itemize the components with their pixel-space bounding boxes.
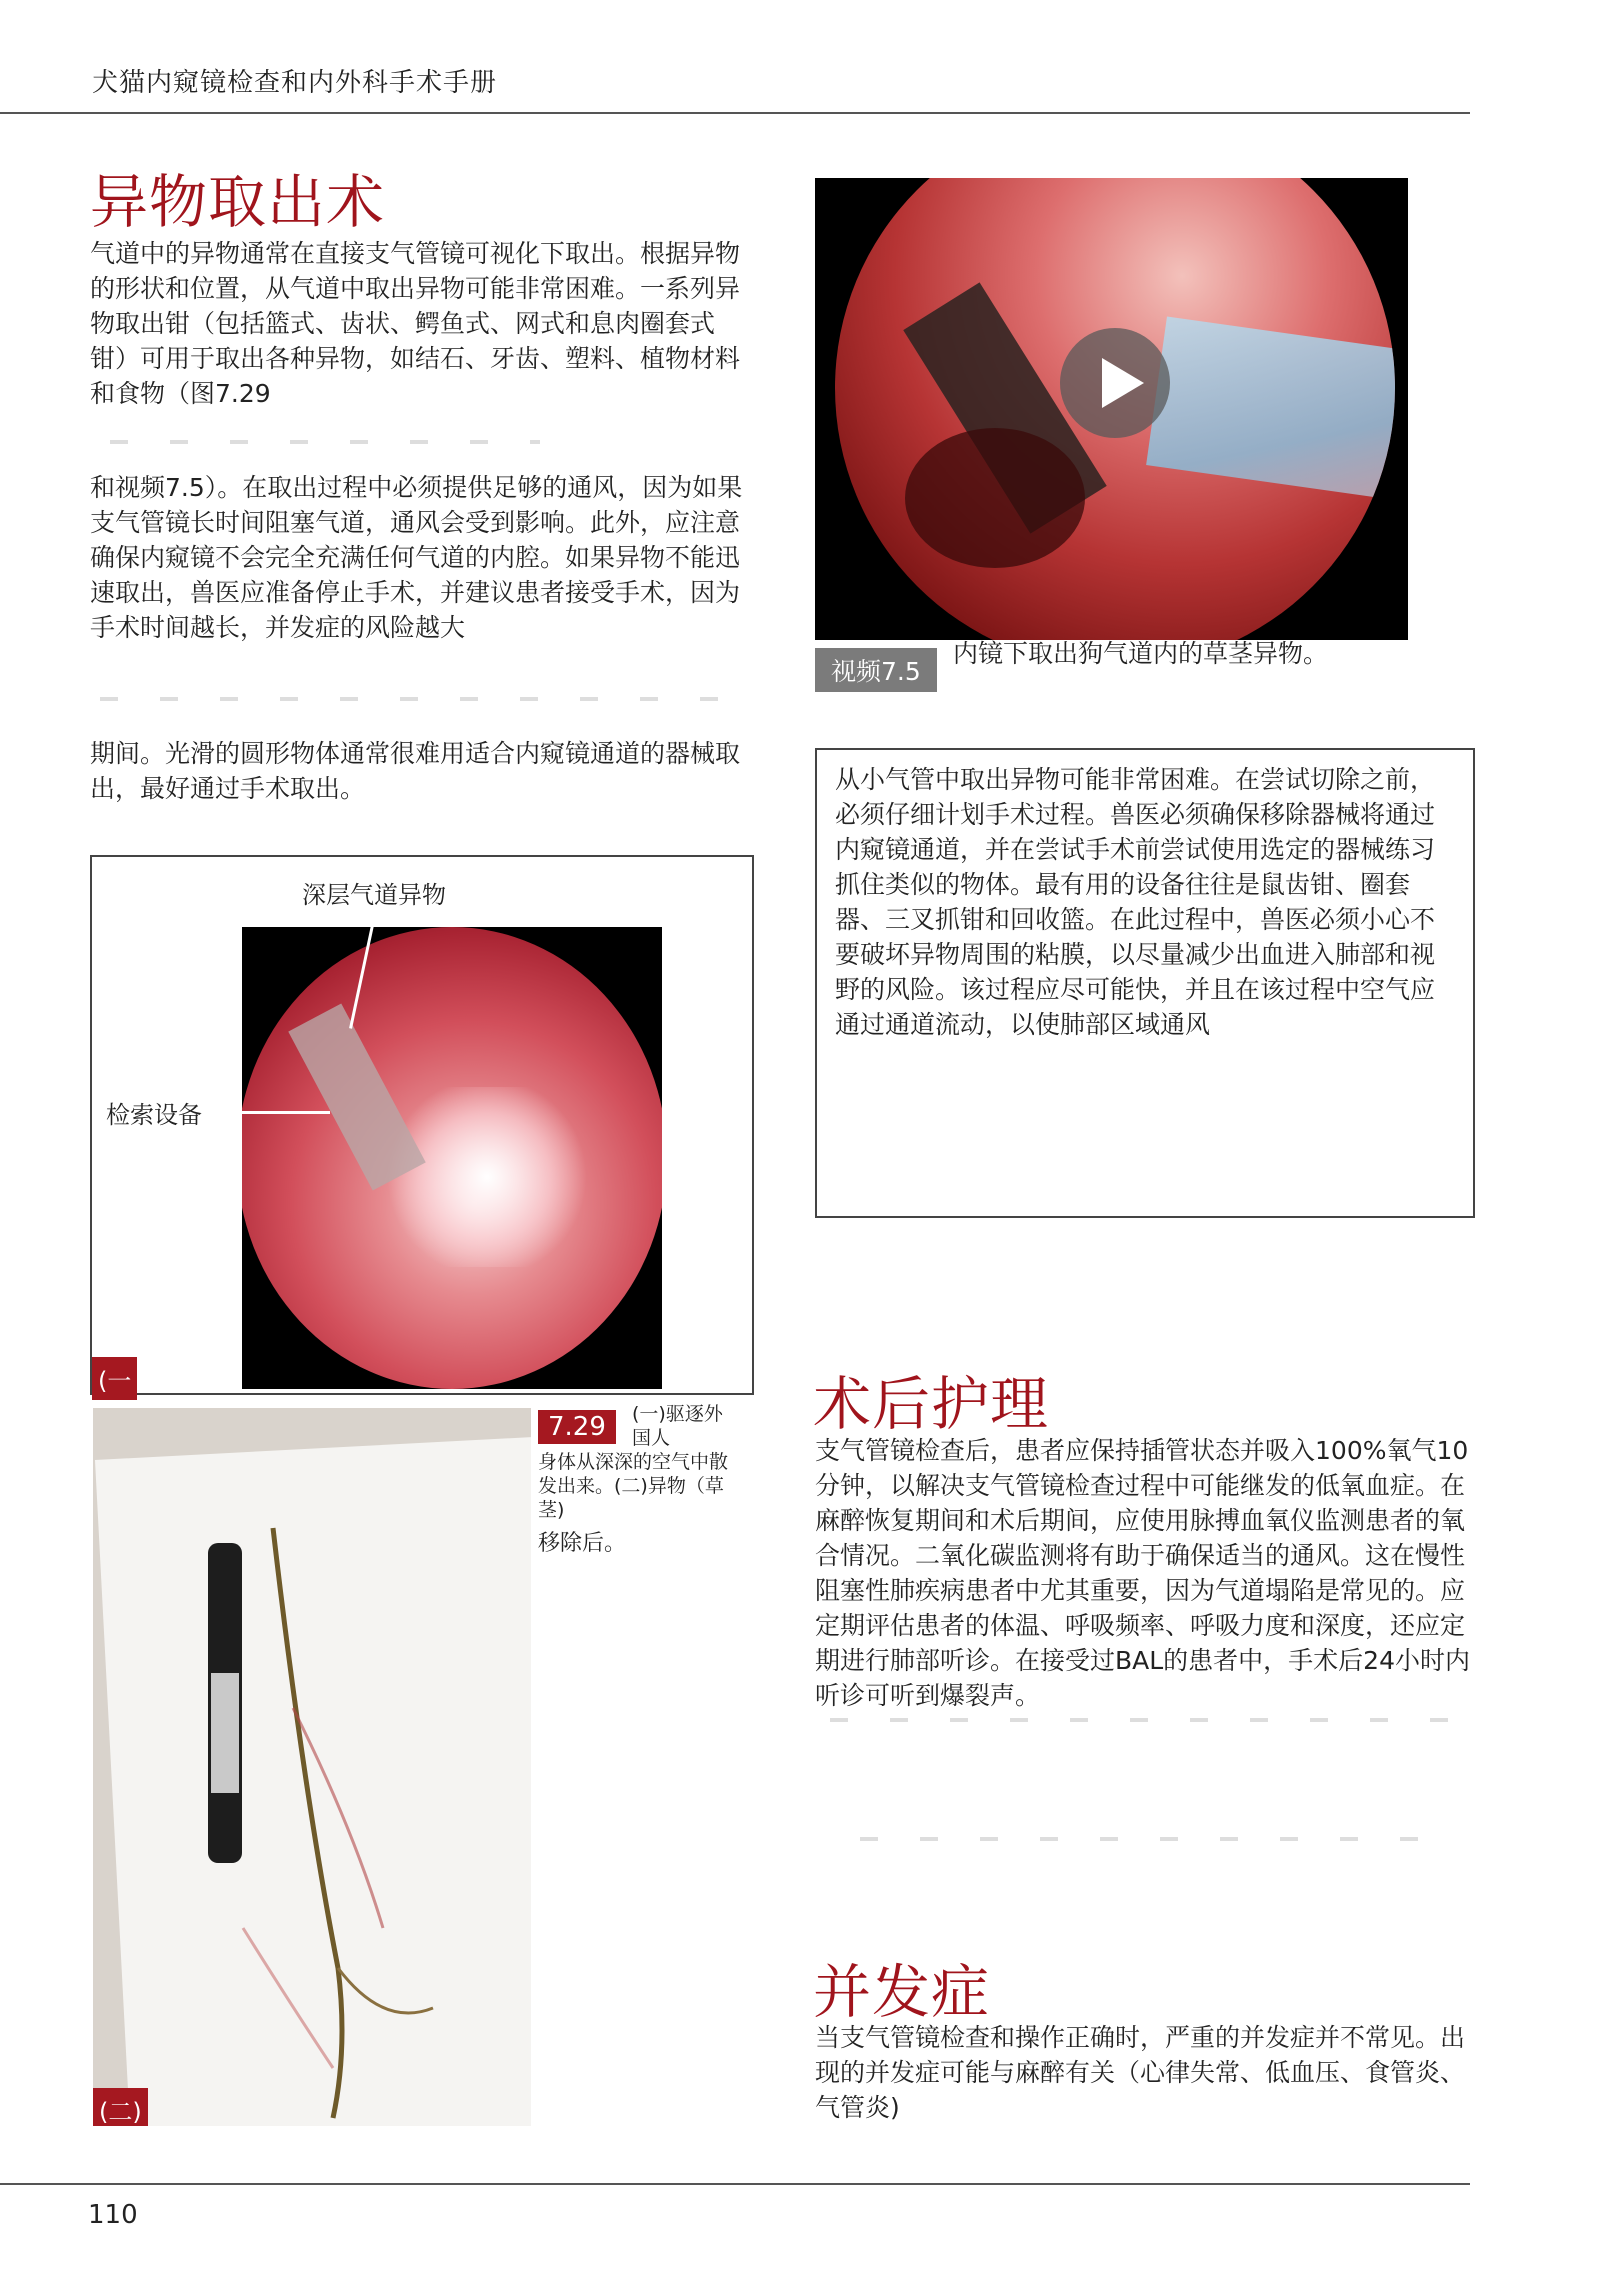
video-caption: 内镜下取出狗气道内的草茎异物。 [953,639,1329,668]
paragraph-1: 气道中的异物通常在直接支气管镜可视化下取出。根据异物的形状和位置，从气道中取出异物可能非常困难。一系列异物取出钳（包括篮式、齿状、鳄鱼式、网式和息肉圈套式钳）可用于取出各种异物，如结石、牙齿、塑料、植物材料和食物（图7.29 [90,239,741,408]
panel-a-label: (一 [92,1357,137,1400]
endoscopic-photo-a [242,927,662,1389]
play-button[interactable] [1060,328,1170,438]
scope-light-reflection [1146,316,1395,509]
paragraph-3: 期间。光滑的圆形物体通常很难用适合内窥镜通道的器械取出，最好通过手术取出。 [90,739,741,803]
play-icon [1060,328,1170,438]
section-heading-foreign-body: 异物取出术 [90,168,386,236]
light-glare [377,1087,597,1267]
airway-lumen [905,428,1085,568]
panel-b-label: (二) [93,2088,148,2126]
leader-line [240,1111,330,1114]
running-head: 犬猫内窥镜检查和内外科手术手册 [92,68,498,98]
scan-artifact [830,1718,1450,1722]
airway-mucosa [242,927,662,1389]
figure-caption-3: 移除后。 [538,1531,627,1556]
figure-caption-1: (一)驱逐外国人 [632,1403,723,1449]
video-player[interactable] [815,178,1408,640]
figure-number: 7.29 [538,1410,616,1444]
complications-text: 当支气管镜检查和操作正确时，严重的并发症并不常见。出现的并发症可能与麻醉有关（心律失常、低血压、食管炎、气管炎) [815,2023,1466,2122]
label-retrieval-device: 检索设备 [106,1101,202,1129]
scan-artifact [100,697,740,701]
footer-rule [0,2183,1470,2185]
sidebox-text: 从小气管中取出异物可能非常困难。在尝试切除之前，必须仔细计划手术过程。兽医必须确保移除器械将通过内窥镜通道，并在尝试手术前尝试使用选定的器械练习抓住类似的物体。最有用的设备往往是鼠齿钳、圈套器、三叉抓钳和回收篮。在此过程中，兽医必须小心不要破坏异物周围的粘膜，以尽量减少出血进入肺部和视野的风险。该过程应尽可能快，并且在该过程中空气应通过通道流动，以使肺部区域通风 [835,765,1436,1039]
page-number: 110 [88,2200,138,2230]
scan-artifact [860,1837,1440,1841]
figure-caption-2: 身体从深深的空气中散发出来。(二)异物（草茎) [538,1451,729,1521]
scan-artifact [110,440,540,444]
grass-stem-specimen [93,1408,531,2126]
video-tag: 视频7.5 [815,648,937,692]
section-heading-postop: 术后护理 [813,1370,1050,1438]
label-deep-foreign-body: 深层气道异物 [302,881,446,909]
figure-panel-a [90,855,754,1395]
section-heading-complications: 并发症 [813,1958,991,2026]
header-rule [0,112,1470,114]
paragraph-2: 和视频7.5）。在取出过程中必须提供足够的通风，因为如果支气管镜长时间阻塞气道，通风会受到影响。此外，应注意确保内窥镜不会完全充满任何气道的内腔。如果异物不能迅速取出，兽医应准备停止手术，并建议患者接受手术，因为手术时间越长，并发症的风险越大 [90,473,743,642]
sidebox [815,748,1475,1218]
postop-text: 支气管镜检查后，患者应保持插管状态并吸入100%氧气10分钟，以解决支气管镜检查过程中可能继发的低氧血症。在麻醉恢复期间和术后期间，应使用脉搏血氧仪监测患者的氧合情况。二氧化碳监测将有助于确保适当的通风。这在慢性阻塞性肺疾病患者中尤其重要，因为气道塌陷是常见的。应定期评估患者的体温、呼吸频率、呼吸力度和深度，还应定期进行肺部听诊。在接受过BAL的患者中，手术后24小时内听诊可听到爆裂声。 [815,1436,1470,1710]
figure-panel-b [93,1408,531,2126]
